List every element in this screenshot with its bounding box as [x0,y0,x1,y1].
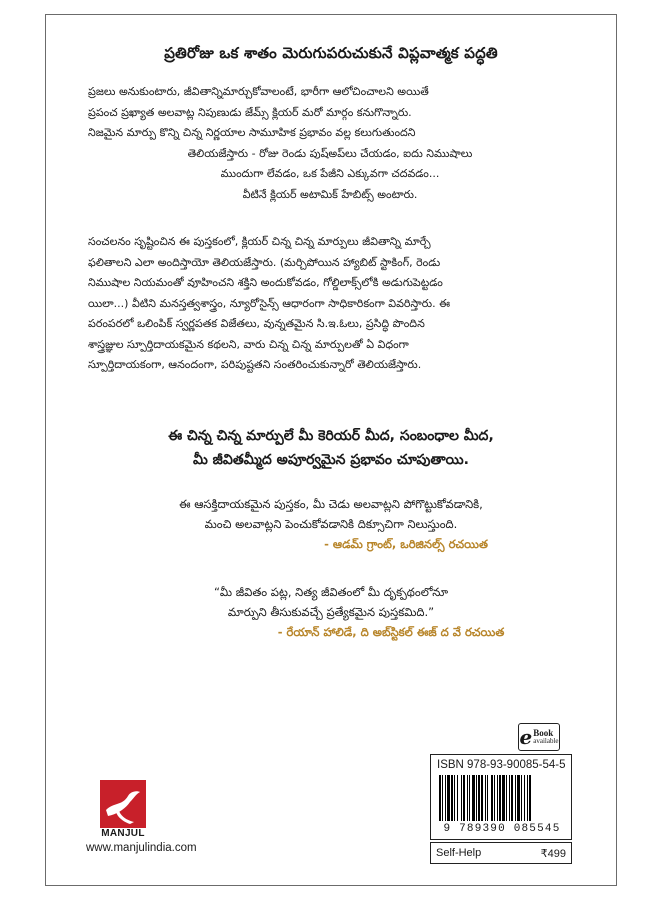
publisher-logo-icon [100,780,146,828]
barcode-bar [517,775,520,821]
intro-line: నిజమైన మార్పు కొన్ని చిన్న నిర్ణయాల సామూహిక ప్రభావం వల్ల కలుగుతుందని [88,126,416,139]
barcode-bar [487,775,488,821]
barcode-bar [457,775,458,821]
highlight-line: మీ జీవితమ్మీద అపూర్వమైన ప్రభావం చూపుతాయి. [193,452,469,468]
ebook-word: Book [533,728,554,738]
intro-line: ప్రపంచ ప్రఖ్యాత అలవాట్ల నిపుణుడు జేమ్స్ క్లియర్ మరో మార్గం కనుగొన్నారు. [88,105,412,119]
barcode-bar [439,775,441,821]
quote-line: ఈ ఆసక్తిదాయకమైన పుస్తకం, మీ చెడు అలవాట్లని పోగొట్టుకోవడానికి, [179,497,483,511]
quote-line: మంచి అలవాట్లని పెంచుకోవడానికి దిక్సూచిగా నిలుస్తుంది. [204,517,458,531]
ebook-letter: e [519,725,533,749]
barcode-bar [442,775,443,821]
description-line: సంచలనం సృష్టించిన ఈ పుస్తకంలో, క్లియర్ చిన్న చిన్న మార్పులు జీవితాన్ని మార్చే [88,235,431,248]
barcode-bar [506,775,507,821]
barcode-bar [447,775,450,821]
barcode-bar [515,775,516,821]
barcode-bar [485,775,486,821]
price-label: ₹499 [540,847,566,860]
category-price-box [430,842,572,864]
barcode-bar [454,775,455,821]
description-line: స్పూర్తిదాయకంగా, ఆనందంగా, పరిపుష్టతని సంతరించుకున్నారో తెలియజేస్తారు. [88,358,422,371]
quote-line: “మీ జీవితం పట్ల, నిత్య జీవితంలో మీ దృక్పథంలోనూ [213,585,449,599]
barcode-bar [529,775,531,821]
publisher-website: www.manjulindia.com [86,842,197,854]
barcode-bar [509,775,510,821]
barcode-bar [451,775,453,821]
barcode-bar [476,775,477,821]
barcode-bar [469,775,470,821]
description-line: యిలా...) వీటిని మనస్తత్వశాస్త్రం, న్యూరోసైన్స్ ఆధారంగా సాధికారికంగా వివరిస్తారు. ఈ [88,296,451,310]
publisher-name: MANJUL [101,828,145,839]
ebook-available-badge [518,723,560,751]
barcode-bar [502,775,505,821]
intro-paragraph [88,82,572,205]
ebook-sub: available [533,737,559,745]
barcode-bar [461,775,462,821]
highlight-line: ఈ చిన్న చిన్న మార్పులే మీ కెరియర్ మీద, సంబంధాల మీద, [168,428,494,444]
quote-line: మార్పుని తీసుకువచ్చే ప్రత్యేకమైన పుస్తకమిది.” [227,605,435,619]
intro-line: ముందుగా లేవడం, ఒక పేజీని ఎక్కువగా చదవడం... [220,167,440,180]
barcode-bar [463,775,465,821]
description-line: శాస్త్రజ్ఞుల స్పూర్తిదాయకమైన కథలని, వారు చిన్న చిన్న మార్పులతో ఏ విధంగా [88,337,409,351]
barcode-bar [524,775,525,821]
category-label: Self-Help [436,847,482,859]
quote-attribution: - రేయాన్ హాలిడే, ది అబ్‌స్టికల్ ఈజ్ ద వే రచయిత [277,625,505,639]
barcode-bar [494,775,495,821]
barcode-bar [497,775,498,821]
intro-line: ప్రజలు అనుకుంటారు, జీవితాన్నిమార్చుకోవాలంటే, భారీగా ఆలోచించాలని అయితే [88,85,429,98]
barcode-box [430,754,572,840]
barcode-bar [511,775,513,821]
description-line: నిముషాల నియమంతో వూహించని శక్తిని అందుకోవడం, గోల్డిలాక్స్‌లోకి అడుగుపెట్టడం [88,276,443,289]
isbn-text: ISBN 978-93-90085-54-5 [437,759,566,771]
description-line: పరంపరలో ఒలింపిక్ స్వర్ణపతక విజేతలు, వున్నతమైన సి.ఇ.ఓలు, ప్రసిద్ధి పొందిన [88,317,425,330]
barcode-bar [445,775,446,821]
barcode-graphic [439,775,565,823]
endorsement-quote [45,582,617,642]
barcode-number: 9 789390 085545 [443,823,561,835]
quote-attribution: - ఆడమ్ గ్రాంట్, ఒరిజినల్స్ రచయిత [324,537,488,551]
barcode-bar [472,775,475,821]
barcode-bar [491,775,493,821]
barcode-bar [481,775,483,821]
description-paragraph [88,232,572,376]
barcode-bar [499,775,501,821]
barcode-bar [478,775,480,821]
description-line: ఫలితాలని ఎలా అందిస్తాయో తెలియజేస్తారు. (మర్చిపోయిన హ్యాబిట్ స్టాకింగ్, రెండు [88,255,441,269]
barcode-bar [521,775,522,821]
barcode-bar [467,775,468,821]
intro-line: వీటినే క్లియర్ అటామిక్ హేబిట్స్ అంటారు. [242,187,418,201]
barcode-bar [527,775,528,821]
endorsement-quote [45,494,617,554]
highlight-statement [45,424,617,472]
back-cover-heading: ప్రతిరోజు ఒక శాతం మెరుగుపరుచుకునే విప్లవాత్మక పద్ధతి [164,44,498,62]
intro-line: తెలియజేస్తారు - రోజు రెండు పుష్అప్‌లు చేయడం, ఐదు నిముషాలు [187,146,473,160]
